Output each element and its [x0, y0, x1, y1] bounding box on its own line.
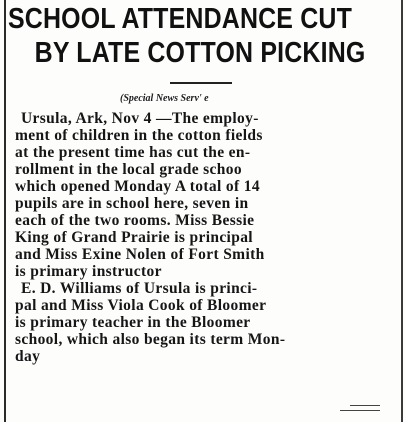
column-rule-right	[401, 0, 403, 422]
body-line: day	[15, 348, 41, 365]
column-rule-left	[4, 0, 6, 422]
body-line: is primary instructor	[15, 263, 162, 280]
body-line: King of Grand Prairie is principal	[15, 229, 253, 246]
body-line: is primary teacher in the Bloomer	[15, 314, 251, 331]
headline-line-1: SCHOOL ATTENDANCE CUT	[8, 3, 352, 35]
end-rule-lower	[340, 410, 380, 411]
body-line: ment of children in the cotton fields	[15, 127, 263, 144]
body-line: pupils are in school here, seven in	[15, 195, 249, 212]
headline-separator	[170, 82, 232, 84]
body-line: E. D. Williams of Ursula is princi-	[21, 280, 258, 297]
article-body	[15, 110, 393, 365]
body-line: each of the two rooms. Miss Bessie	[15, 212, 255, 229]
headline-line-2: BY LATE COTTON PICKING	[34, 37, 366, 69]
body-line: at the present time has cut the en-	[15, 144, 251, 161]
headline	[8, 2, 366, 70]
body-line: which opened Monday A total of 14	[15, 178, 260, 195]
news-service-credit: (Special News Serv' e	[120, 93, 209, 104]
body-line: rollment in the local grade schoo	[15, 161, 242, 178]
body-line: Ursula, Ark, Nov 4 —The employ-	[21, 110, 259, 127]
body-line: pal and Miss Viola Cook of Bloomer	[15, 297, 267, 314]
body-line: school, which also began its term Mon-	[15, 331, 286, 348]
body-line: and Miss Exine Nolen of Fort Smith	[15, 246, 265, 263]
end-rule-upper	[350, 405, 380, 406]
